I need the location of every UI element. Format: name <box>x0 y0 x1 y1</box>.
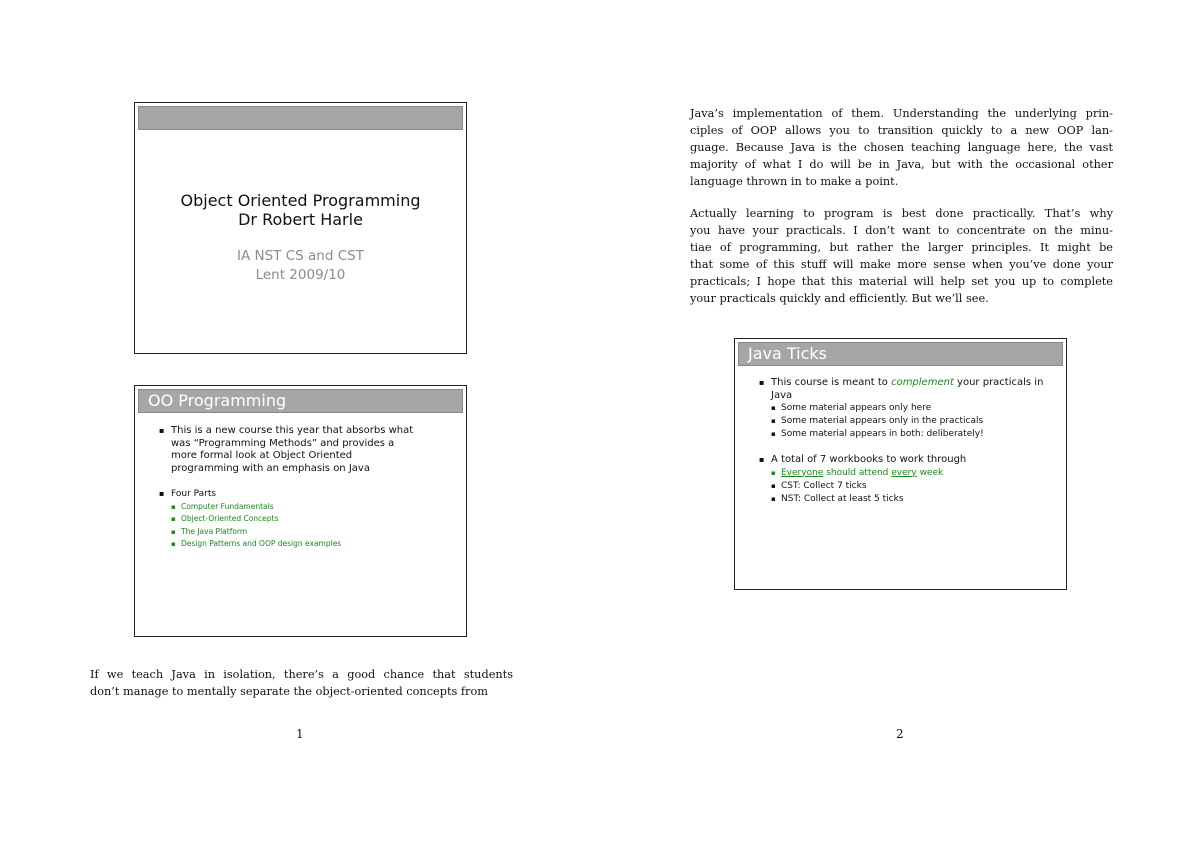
sub-bullet-text: Some material appears in both: deliberately! <box>781 429 984 439</box>
list-item <box>171 538 459 551</box>
bullet-text: A total of 7 workbooks to work through <box>771 454 967 465</box>
bullet-line: This is a new course this year that absorbs what <box>171 425 414 436</box>
text-line: you have your practicals. I don’t want to concentrate on the minu- <box>690 223 1113 237</box>
text-line: your practicals quickly and efficiently. But we’ll see. <box>690 291 989 305</box>
right-paragraph-1 <box>690 106 1113 191</box>
text-line: Java’s implementation of them. Understanding the underlying prin- <box>690 107 1113 120</box>
text-line: guage. Because Java is the chosen teaching language here, the vast <box>690 140 1113 154</box>
list-item <box>759 377 1059 402</box>
title-slide <box>134 102 467 354</box>
part-item: Computer Fundamentals <box>181 501 274 511</box>
list-item <box>759 454 1059 467</box>
text-line: practicals; I hope that this material will help set you up to complete <box>690 274 1113 288</box>
bullet-text: Four Parts <box>171 489 217 499</box>
part-item: The Java Platform <box>181 526 248 536</box>
bullet-line: more formal look at Object Oriented <box>171 450 353 461</box>
right-paragraph-2 <box>690 206 1113 307</box>
slide-term: Lent 2009/10 <box>255 267 346 283</box>
text-line: tiae of programming, but rather the larger principles. It might be <box>690 240 1113 254</box>
list-item <box>159 488 459 501</box>
text-line: majority of what I do will be in Java, but with the occasional other <box>690 157 1113 171</box>
text-line: ciples of OOP allows you to transition quickly to a new OOP lan- <box>690 123 1113 137</box>
slide-course: IA NST CS and CST <box>237 248 364 264</box>
bullet-line: was “Programming Methods” and provides a <box>171 437 395 449</box>
list-item <box>159 425 459 475</box>
bullet-text: your practicals in <box>953 377 1044 388</box>
text-line: that some of this stuff will make more sense when you’ve done your <box>690 257 1113 271</box>
oo-programming-slide <box>134 385 467 637</box>
page-number-right: 2 <box>896 727 904 741</box>
sub-bullet-text: should attend <box>823 467 892 478</box>
list-item <box>771 467 1059 480</box>
list-item <box>171 513 459 526</box>
sub-bullet-text: Some material appears only here <box>781 403 932 413</box>
page-number-left: 1 <box>296 727 304 741</box>
text-line: Actually learning to program is best done practically. That’s why <box>690 207 1113 220</box>
oo-slide-bullets <box>159 425 459 551</box>
sub-bullet-text: NST: Collect at least 5 ticks <box>781 493 904 504</box>
left-body-text <box>90 667 513 701</box>
list-item <box>171 501 459 514</box>
emphasis-text: complement <box>891 377 954 388</box>
part-item: Design Patterns and OOP design examples <box>181 539 342 548</box>
list-item <box>771 402 1059 415</box>
list-item <box>771 480 1059 493</box>
java-ticks-slide <box>734 338 1067 590</box>
title-slide-header-bar <box>138 106 463 130</box>
oo-slide-header-bar <box>138 389 463 413</box>
bullet-text: This course is meant to <box>771 377 892 388</box>
bullet-text: Java <box>771 389 793 401</box>
bullet-line: programming with an emphasis on Java <box>171 462 370 474</box>
underlined-text: every <box>891 467 917 478</box>
java-ticks-bullets <box>759 377 1059 506</box>
title-slide-subheading <box>135 247 466 285</box>
oo-slide-title: OO Programming <box>148 391 287 410</box>
underlined-text: Everyone <box>781 467 824 478</box>
java-ticks-title: Java Ticks <box>748 344 828 363</box>
sub-bullet-text: Some material appears only in the practicals <box>781 416 984 426</box>
sub-bullet-text: week <box>916 467 944 478</box>
list-item <box>771 428 1059 441</box>
slide-title: Object Oriented Programming <box>180 191 421 210</box>
list-item <box>771 493 1059 506</box>
slide-author: Dr Robert Harle <box>238 210 363 229</box>
text-line: If we teach Java in isolation, there’s a good chance that students <box>90 668 513 681</box>
part-item: Object-Oriented Concepts <box>181 514 279 523</box>
sub-bullet-text: CST: Collect 7 ticks <box>781 480 867 491</box>
title-slide-heading <box>135 191 466 229</box>
text-line: language thrown in to make a point. <box>690 174 899 188</box>
java-ticks-header-bar <box>738 342 1063 366</box>
list-item <box>771 415 1059 428</box>
list-item <box>171 526 459 539</box>
text-line: don’t manage to mentally separate the object-oriented concepts from <box>90 684 488 698</box>
